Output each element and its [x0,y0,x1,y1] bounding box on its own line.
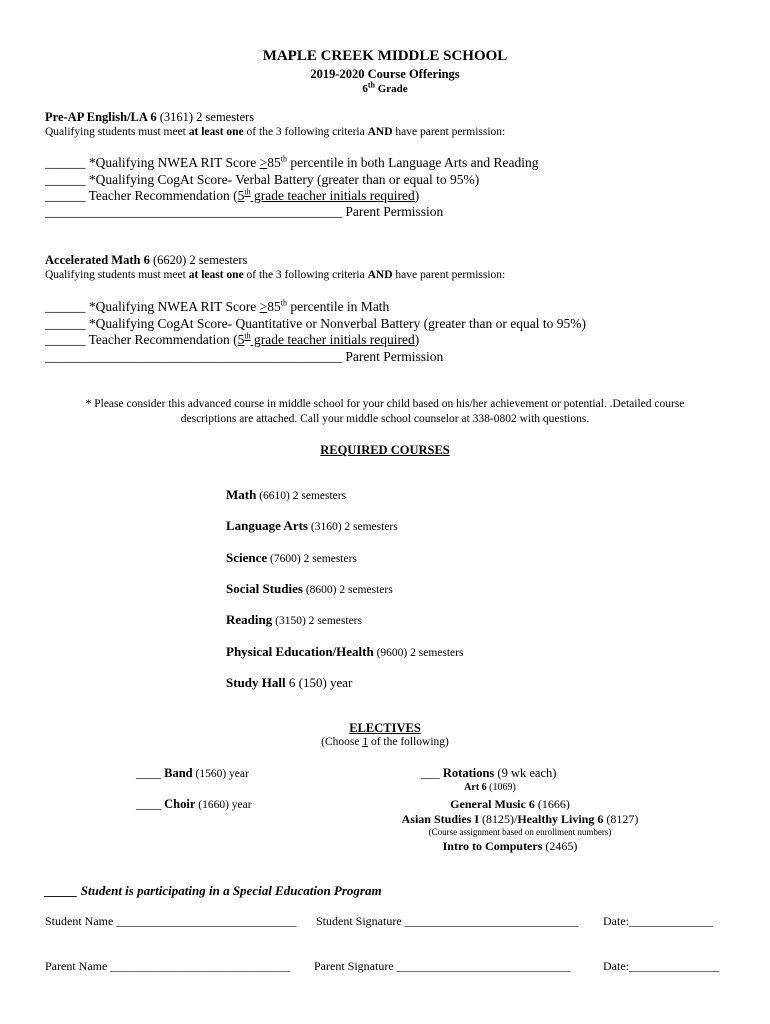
english-parent-permission: ____________________________________________ Parent Permission [45,204,444,219]
elective-band: ____ Band (1560) year [136,766,249,780]
required-courses-heading: REQUIRED COURSES [320,443,450,457]
elective-choir: ____ Choir (1660) year [136,797,252,811]
required-course-item [226,675,352,691]
required-course-detail: (3150) 2 semesters [272,615,362,627]
english-criterion-cogat: ______ *Qualifying CogAt Score- Verbal Battery (greater than or equal to 95%) [45,172,480,187]
required-course-detail: (7600) 2 semesters [267,553,357,565]
math-criteria-note: Qualifying students must meet at least one of the 3 following criteria AND have parent permission: [45,269,506,281]
rotation-intro-computers: Intro to Computers (2465) [442,839,578,853]
required-course-detail: (3160) 2 semesters [307,521,398,533]
rotation-general-music: General Music 6 (1666) [450,797,570,811]
english-criterion-teacher: ______ Teacher Recommendation (5th grade teacher initials required) [45,187,420,203]
required-course-name: Science [226,550,268,565]
english-course-heading: Pre-AP English/LA 6 (3161) 2 semesters [45,110,255,124]
rotation-asian-studies-healthy-living: Asian Studies I (8125)/Healthy Living 6 (8127) [401,812,639,826]
required-course-name: Social Studies [226,581,303,596]
required-course-item [226,612,362,628]
parent-signature-field[interactable]: Parent Signature _____________________________ [314,959,571,973]
parent-date-field[interactable]: Date:_______________ [603,959,719,973]
electives-choose-note: (Choose 1 of the following) [321,736,449,748]
math-criterion-teacher: ______ Teacher Recommendation (5th grade teacher initials required) [45,331,420,347]
required-course-name: Study Hall [226,675,286,690]
english-criterion-nwea: ______ *Qualifying NWEA RIT Score >85th percentile in both Language Arts and Reading [45,154,539,170]
required-course-item [226,644,463,660]
math-criterion-cogat: ______ *Qualifying CogAt Score- Quantitative or Nonverbal Battery (greater than or equal to 95%) [45,316,586,331]
parent-name-field[interactable]: Parent Name ______________________________ [45,959,291,973]
student-date-field[interactable]: Date:______________ [603,914,713,928]
english-criteria-note: Qualifying students must meet at least one of the 3 following criteria AND have parent permission: [45,126,506,138]
electives-heading: ELECTIVES [349,721,421,735]
rotation-assignment-note: (Course assignment based on enrollment numbers) [428,827,612,837]
required-course-detail: 6 (150) year [285,675,353,690]
required-course-item [226,581,393,597]
required-course-item [226,487,346,503]
required-course-item [226,550,357,566]
special-education-checkbox-line[interactable]: _____ Student is participating in a Special Education Program [45,883,382,898]
math-parent-permission: ____________________________________________ Parent Permission [45,349,444,364]
advanced-course-notice-line2: descriptions are attached. Call your middle school counselor at 338-0802 with questions. [180,413,590,425]
math-criterion-nwea: ______ *Qualifying NWEA RIT Score >85th percentile in Math [45,298,390,314]
required-course-detail: (9600) 2 semesters [373,647,464,659]
required-course-detail: (6610) 2 semesters [256,490,347,502]
rotation-art: Art 6 (1069) [464,782,516,793]
student-signature-field[interactable]: Student Signature _____________________________ [316,914,579,928]
advanced-course-notice-line1: * Please consider this advanced course in middle school for your child based on his/her achievement or potential. .Detailed course [85,398,685,410]
grade-label: 6th Grade [362,80,408,95]
required-course-item [226,518,398,534]
required-course-name: Reading [226,612,273,627]
school-title: MAPLE CREEK MIDDLE SCHOOL [262,48,508,64]
required-course-name: Language Arts [226,518,308,533]
elective-rotations: ___ Rotations (9 wk each) [421,766,557,780]
required-course-detail: (8600) 2 semesters [302,584,393,596]
math-course-heading: Accelerated Math 6 (6620) 2 semesters [45,253,248,267]
required-course-name: Math [226,487,257,502]
student-name-field[interactable]: Student Name ______________________________ [45,914,297,928]
required-course-name: Physical Education/Health [226,644,374,659]
course-offerings-title: 2019-2020 Course Offerings [310,67,460,81]
